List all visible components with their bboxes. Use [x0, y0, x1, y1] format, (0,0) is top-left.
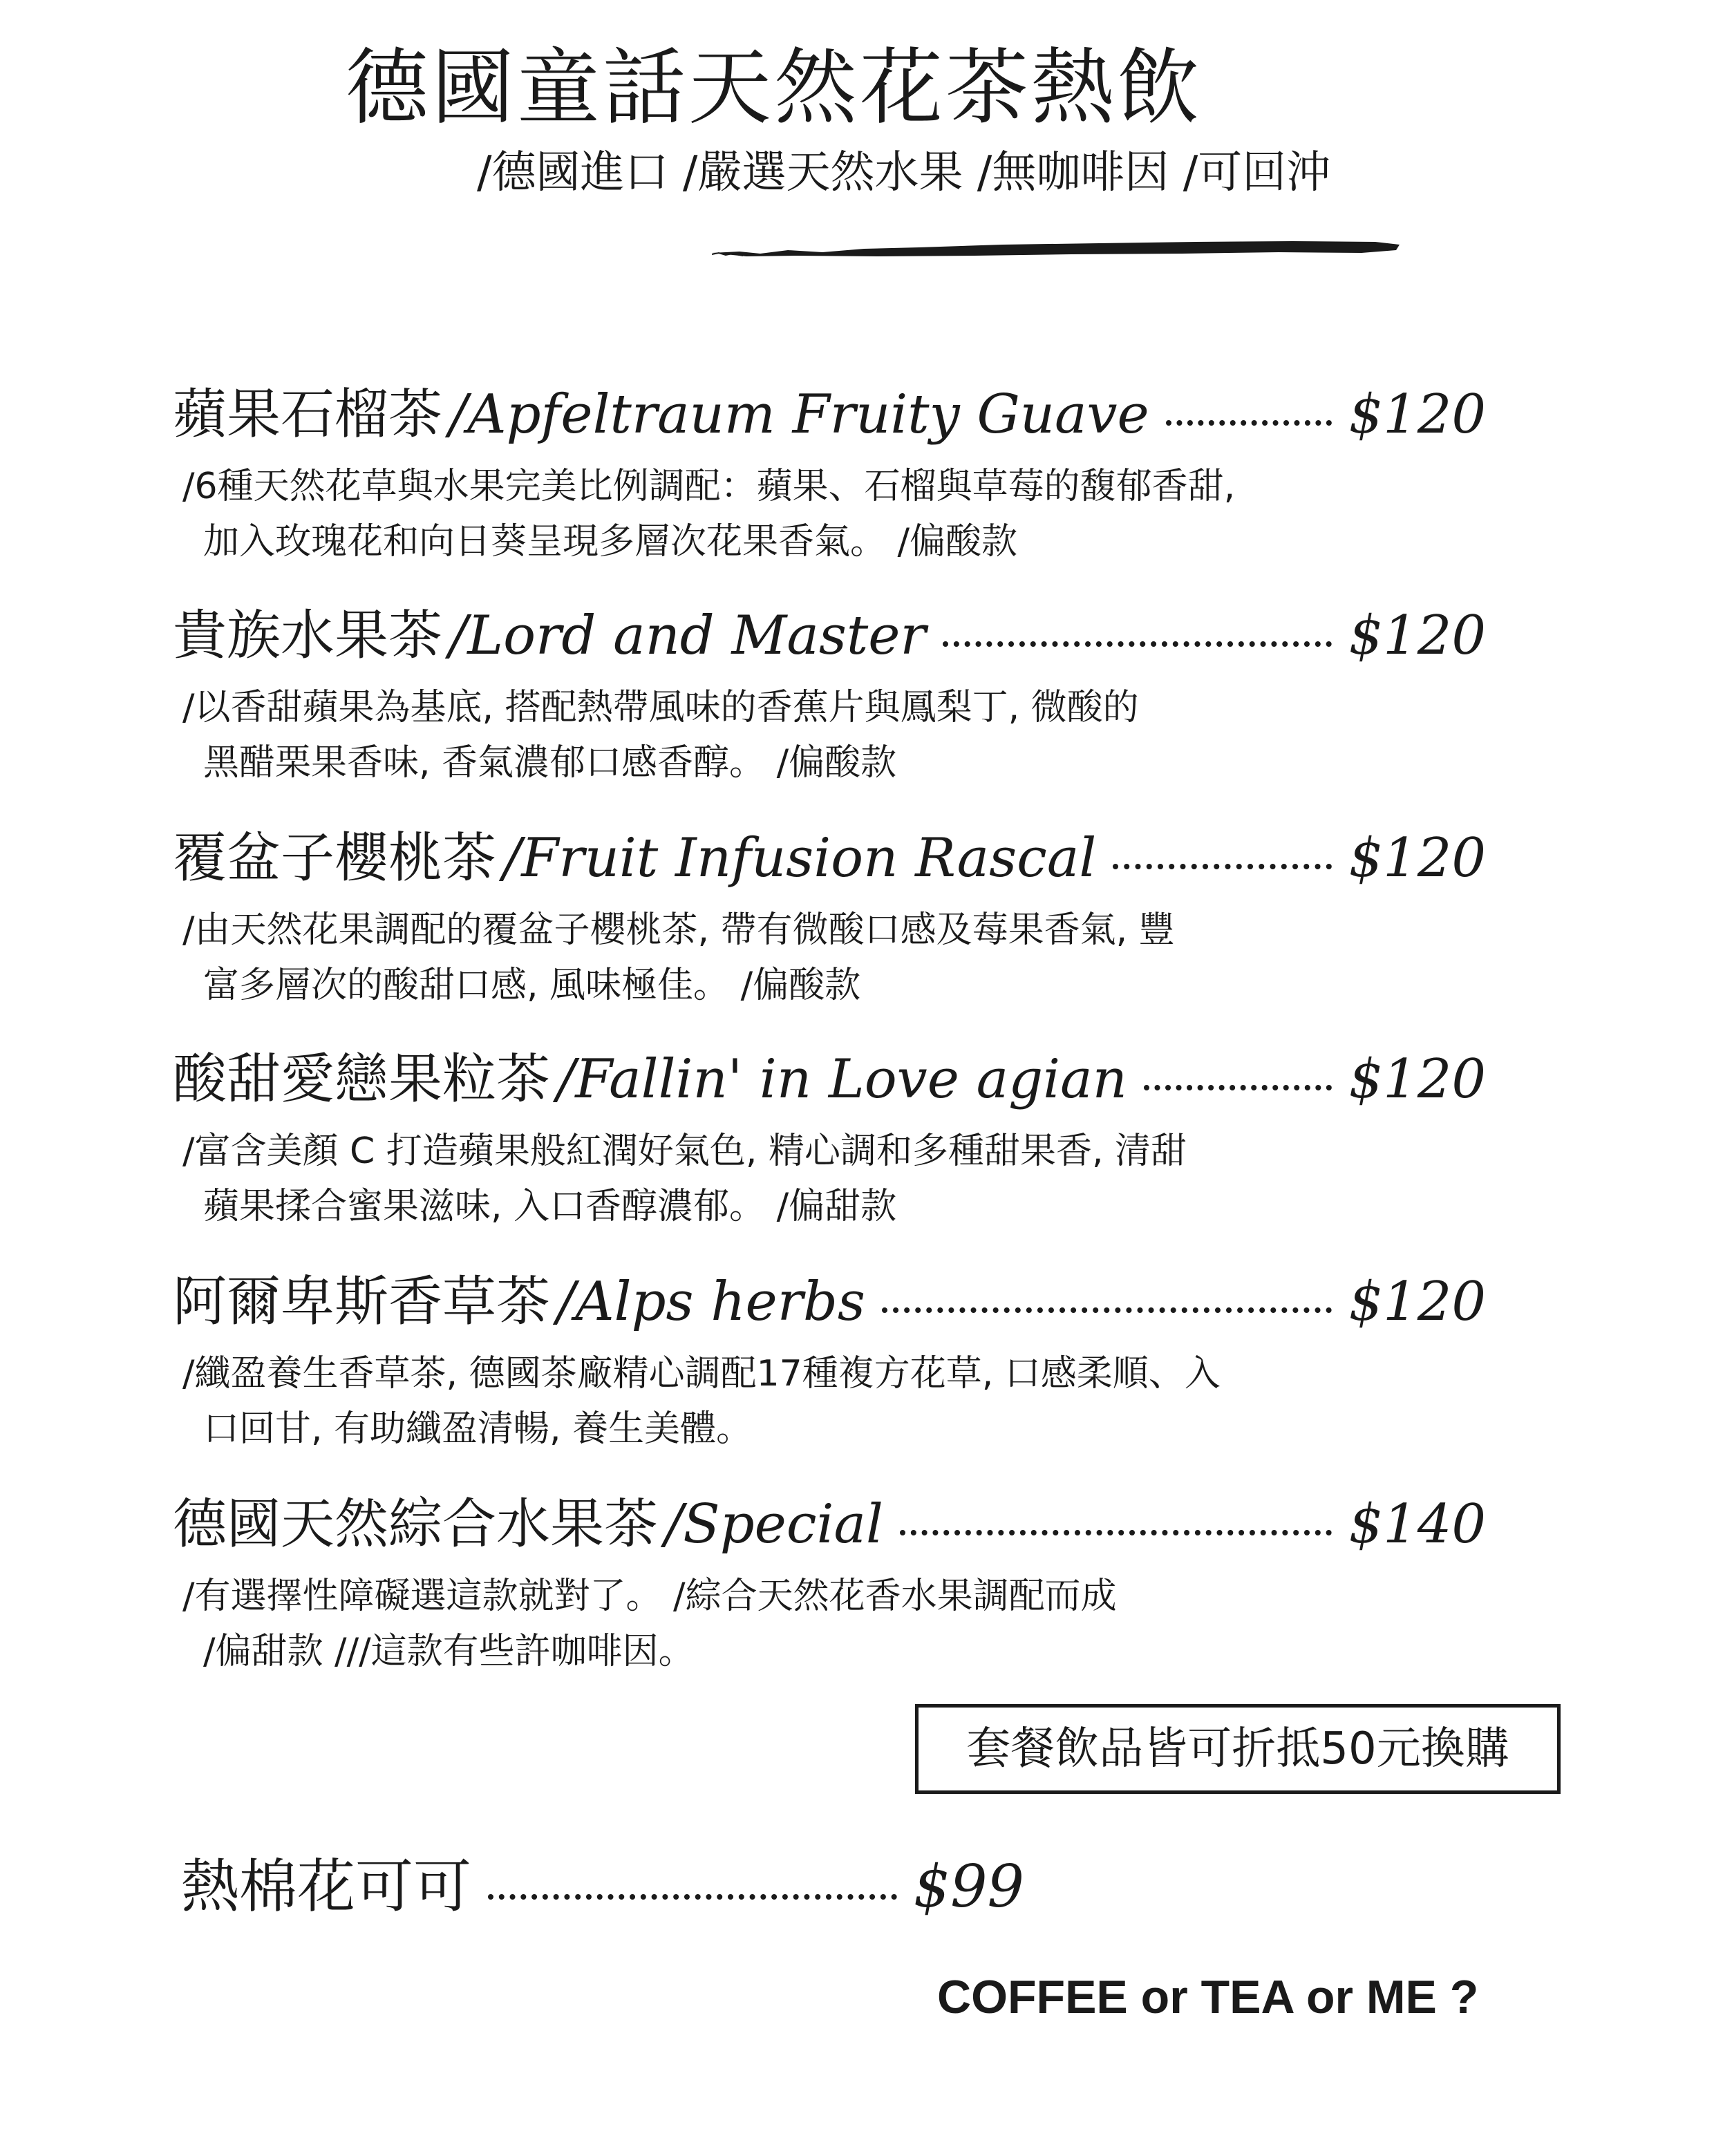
item-price: $120	[1348, 1271, 1486, 1333]
brush-stroke-divider	[712, 235, 1403, 263]
item-description-line: 蘋果揉合蜜果滋味, 入口香醇濃郁。 /偏甜款	[203, 1186, 897, 1227]
item-description	[182, 459, 1426, 569]
item-name: 蘋果石榴茶	[173, 384, 443, 446]
item-price: $120	[1348, 384, 1486, 446]
dot-leader	[882, 1307, 1332, 1313]
item-price: $140	[1348, 1493, 1486, 1555]
item-description-line: 口回甘, 有助纖盈清暢, 養生美體。	[203, 1408, 753, 1450]
item-name: 熱棉花可可	[181, 1853, 472, 1920]
dot-leader	[488, 1894, 897, 1900]
dot-leader	[943, 641, 1332, 647]
item-english-name: /Alps herbs	[557, 1271, 865, 1333]
item-name: 阿爾卑斯香草茶	[173, 1271, 551, 1333]
dot-leader	[1144, 1085, 1332, 1090]
combo-note-box: 套餐飲品皆可折抵50元換購	[915, 1704, 1561, 1794]
menu-item	[173, 601, 1486, 791]
item-description-line: 富多層次的酸甜口感, 風味極佳。 /偏酸款	[203, 965, 861, 1006]
menu-item	[173, 824, 1486, 1013]
item-price: $120	[1348, 827, 1486, 889]
item-description	[182, 902, 1426, 1013]
item-description-line: /纖盈養生香草茶, 德國茶廠精心調配17種複方花草, 口感柔順、入	[182, 1353, 1221, 1394]
item-english-name: /Fruit Infusion Rascal	[503, 827, 1097, 889]
cocoa-item	[181, 1852, 1024, 1921]
item-description-line: /有選擇性障礙選這款就對了。 /綜合天然花香水果調配而成	[182, 1576, 1117, 1617]
item-description-line: /6種天然花草與水果完美比例調配：蘋果、石榴與草莓的馥郁香甜,	[182, 466, 1236, 507]
item-english-name: /Apfeltraum Fruity Guave	[449, 384, 1149, 446]
item-english-name: /Fallin' in Love agian	[557, 1048, 1127, 1110]
menu-item	[173, 1045, 1486, 1234]
item-name: 德國天然綜合水果茶	[173, 1493, 659, 1555]
item-english-name: /Lord and Master	[449, 605, 926, 667]
item-description-line: /偏甜款 ///這款有些許咖啡因。	[203, 1631, 695, 1672]
item-description-line: 加入玫瑰花和向日葵呈現多層次花果香氣。 /偏酸款	[203, 521, 1018, 562]
dot-leader	[1113, 864, 1332, 869]
item-price: $120	[1348, 1048, 1486, 1110]
item-name: 貴族水果茶	[173, 605, 443, 667]
item-name: 酸甜愛戀果粒茶	[173, 1048, 551, 1110]
item-description	[182, 1124, 1426, 1234]
item-description	[182, 680, 1426, 791]
menu-item	[173, 1267, 1486, 1457]
item-english-name: /Special	[665, 1493, 883, 1555]
item-description-line: 黑醋栗果香味, 香氣濃郁口感香醇。 /偏酸款	[203, 742, 897, 784]
menu-item	[173, 1490, 1486, 1679]
dot-leader	[1166, 420, 1332, 426]
item-name: 覆盆子櫻桃茶	[173, 827, 497, 889]
page-subtitle: /德國進口 /嚴選天然水果 /無咖啡因 /可回沖	[477, 147, 1331, 198]
item-description-line: /富含美顏 C 打造蘋果般紅潤好氣色, 精心調和多種甜果香, 清甜	[182, 1131, 1187, 1172]
item-description-line: /以香甜蘋果為基底, 搭配熱帶風味的香蕉片與鳳梨丁, 微酸的	[182, 687, 1139, 728]
item-description-line: /由天然花果調配的覆盆子櫻桃茶, 帶有微酸口感及莓果香氣, 豐	[182, 909, 1175, 951]
item-description	[182, 1569, 1426, 1679]
dot-leader	[900, 1530, 1332, 1535]
tagline: COFFEE or TEA or ME ?	[937, 1971, 1479, 2023]
item-price: $99	[913, 1853, 1024, 1920]
menu-item	[173, 380, 1486, 569]
page-title: 德國童話天然花茶熱飲	[346, 40, 1203, 136]
item-description	[182, 1346, 1426, 1457]
item-price: $120	[1348, 605, 1486, 667]
